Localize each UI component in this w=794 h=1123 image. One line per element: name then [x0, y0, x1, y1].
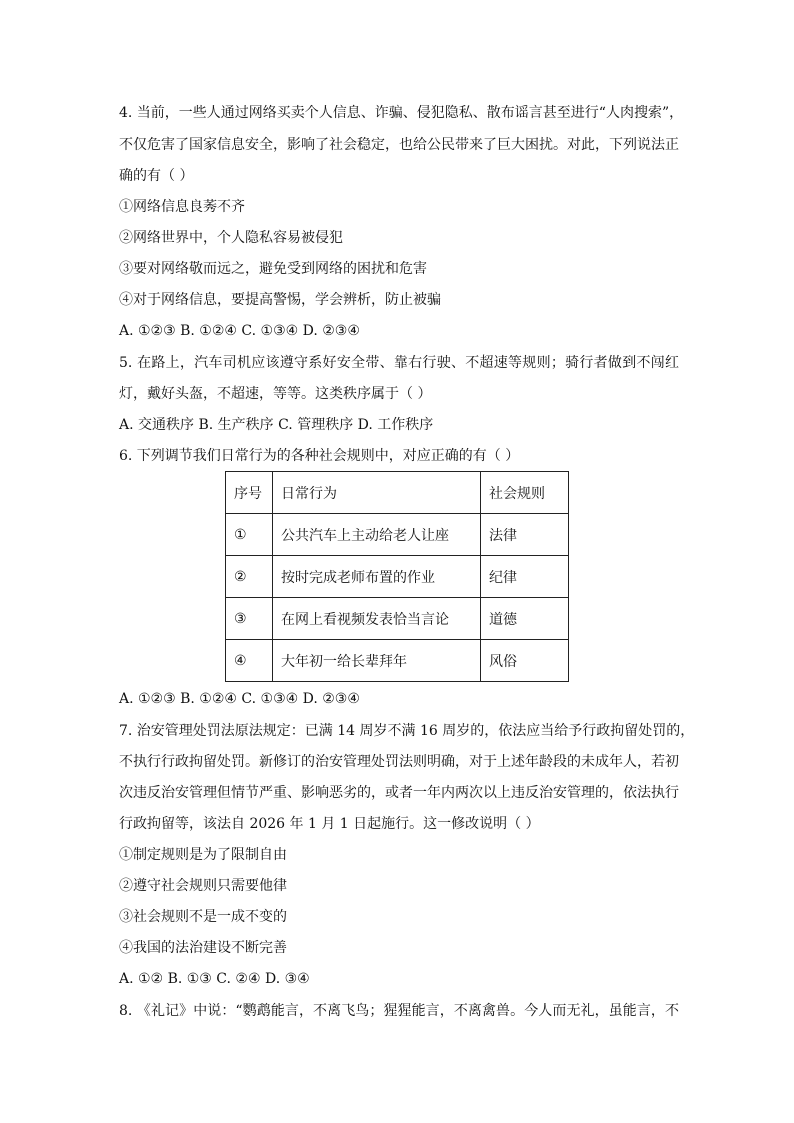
q5-stem-line-1: 5. 在路上，汽车司机应该遵守系好安全带、靠右行驶、不超速等规则；骑行者做到不闯红 — [119, 355, 679, 371]
q7-options: A. ①② B. ①③ C. ②④ D. ③④ — [119, 971, 310, 987]
q6-stem: 6. 下列调节我们日常行为的各种社会规则中，对应正确的有（ ） — [119, 448, 520, 464]
table-cell: ④ — [226, 640, 273, 682]
table-row — [226, 598, 569, 640]
q4-stem-line-3: 确的有（ ） — [119, 168, 194, 184]
q7-stem-line-2: 不执行行政拘留处罚。新修订的治安管理处罚法则明确，对于上述年龄段的未成年人，若初 — [119, 754, 679, 770]
q7-stem-line-3: 次违反治安管理但情节严重、影响恶劣的，或者一年内两次以上违反治安管理的，依法执行 — [119, 785, 679, 801]
table-cell: ③ — [226, 598, 273, 640]
q7-statement-4: ④我国的法治建设不断完善 — [119, 940, 287, 956]
table-header-row — [226, 472, 569, 514]
table-row — [226, 640, 569, 682]
table-header-cell: 日常行为 — [273, 472, 481, 514]
q5-options: A. 交通秩序 B. 生产秩序 C. 管理秩序 D. 工作秩序 — [119, 417, 434, 433]
table-cell: 公共汽车上主动给老人让座 — [273, 514, 481, 556]
q4-options: A. ①②③ B. ①②④ C. ①③④ D. ②③④ — [119, 323, 360, 339]
q7-stem-line-1: 7. 治安管理处罚法原法规定：已满 14 周岁不满 16 周岁的，依法应当给予行政拘留处罚的， — [119, 723, 695, 739]
q6-options: A. ①②③ B. ①②④ C. ①③④ D. ②③④ — [119, 691, 360, 707]
table-cell: 在网上看视频发表恰当言论 — [273, 598, 481, 640]
q4-stem-line-2: 不仅危害了国家信息安全，影响了社会稳定，也给公民带来了巨大困扰。对此，下列说法正 — [119, 137, 679, 153]
q7-statement-1: ①制定规则是为了限制自由 — [119, 847, 287, 863]
table-cell: 法律 — [481, 514, 569, 556]
q7-statement-3: ③社会规则不是一成不变的 — [119, 909, 287, 925]
table-row — [226, 556, 569, 598]
table-header-cell: 序号 — [226, 472, 273, 514]
table-cell: 大年初一给长辈拜年 — [273, 640, 481, 682]
q4-statement-2: ②网络世界中，个人隐私容易被侵犯 — [119, 230, 343, 246]
table-cell: 纪律 — [481, 556, 569, 598]
q4-statement-4: ④对于网络信息，要提高警惕，学会辨析，防止被骗 — [119, 292, 441, 308]
table-cell: 道德 — [481, 598, 569, 640]
table-cell: 按时完成老师布置的作业 — [273, 556, 481, 598]
table-row — [226, 514, 569, 556]
behavior-rules-table — [225, 471, 569, 682]
q7-stem-line-4: 行政拘留等，该法自 2026 年 1 月 1 日起施行。这一修改说明（ ） — [119, 816, 540, 832]
table-cell: 风俗 — [481, 640, 569, 682]
q7-statement-2: ②遵守社会规则只需要他律 — [119, 878, 287, 894]
q4-stem-line-1: 4. 当前，一些人通过网络买卖个人信息、诈骗、侵犯隐私、散布谣言甚至进行“人肉搜索”， — [119, 105, 684, 121]
q4-statement-1: ①网络信息良莠不齐 — [119, 199, 245, 215]
q8-stem-line-1: 8. 《礼记》中说：“鹦鹉能言，不离飞鸟；猩猩能言，不离禽兽。今人而无礼，虽能言，不 — [119, 1003, 679, 1019]
table-cell: ② — [226, 556, 273, 598]
q4-statement-3: ③要对网络敬而远之，避免受到网络的困扰和危害 — [119, 261, 427, 277]
table-header-cell: 社会规则 — [481, 472, 569, 514]
table-cell: ① — [226, 514, 273, 556]
q5-stem-line-2: 灯，戴好头盔，不超速，等等。这类秩序属于（ ） — [119, 386, 432, 402]
